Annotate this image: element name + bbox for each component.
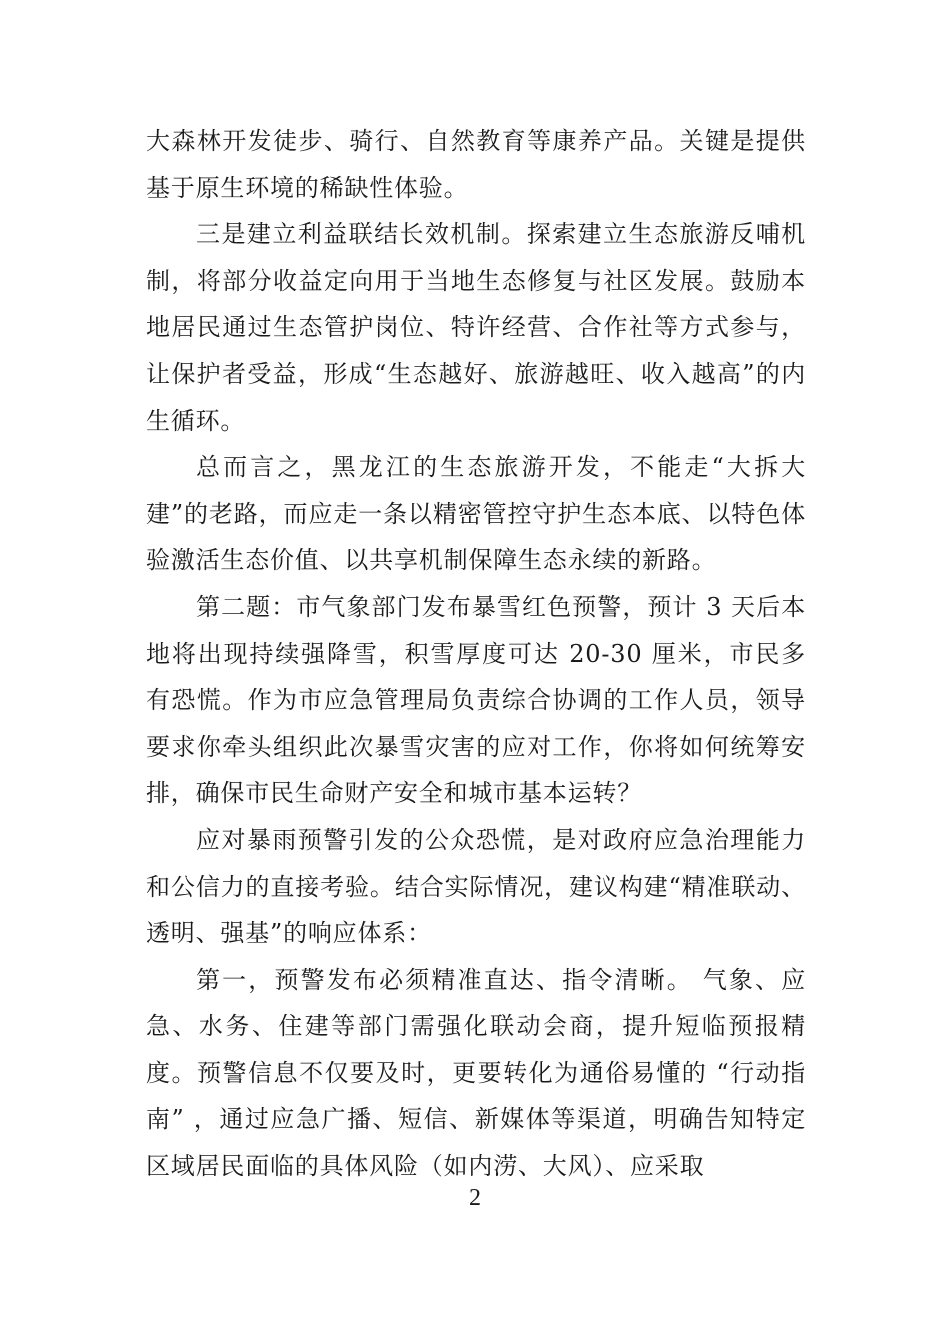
page-number: 2 (469, 1185, 481, 1211)
paragraph-conclusion: 总而言之，黑龙江的生态旅游开发，不能走“大拆大建”的老路，而应走一条以精密管控守护生态本底、以特色体验激活生态价值、以共享机制保障生态永续的新路。 (146, 453, 806, 575)
paragraph-point-one: 第一，预警发布必须精准直达、指令清晰。 气象、应急、水务、住建等部门需强化联动会商，提升短临预报精度。预警信息不仅要及时，更要转化为通俗易懂的 “行动指南” ，通过应急广播、短信、新媒体等渠道，明确告知特定区域居民面临的具体风险（如内涝、大风）、应采取 (146, 965, 806, 1181)
paragraph-continuation: 大森林开发徒步、骑行、自然教育等康养产品。关键是提供基于原生环境的稀缺性体验。 (146, 127, 806, 202)
paragraph-question-two: 第二题：市气象部门发布暴雪红色预警，预计 3 天后本地将出现持续强降雪，积雪厚度可达 20-30 厘米，市民多有恐慌。作为市应急管理局负责综合协调的工作人员，领导要求你牵头组织此次暴雪灾害的应对工作，你将如何统筹安排，确保市民生命财产安全和城市基本运转？ (146, 592, 806, 808)
paragraph-answer-intro: 应对暴雨预警引发的公众恐慌，是对政府应急治理能力和公信力的直接考验。结合实际情况，建议构建“精准联动、透明、强基”的响应体系： (146, 825, 806, 948)
paragraph-benefit-mechanism: 三是建立利益联结长效机制。探索建立生态旅游反哺机制，将部分收益定向用于当地生态修复与社区发展。鼓励本地居民通过生态管护岗位、特许经营、合作社等方式参与，让保护者受益，形成“生态越好、旅游越旺、收入越高”的内生循环。 (146, 220, 806, 435)
body-text (146, 118, 806, 1190)
